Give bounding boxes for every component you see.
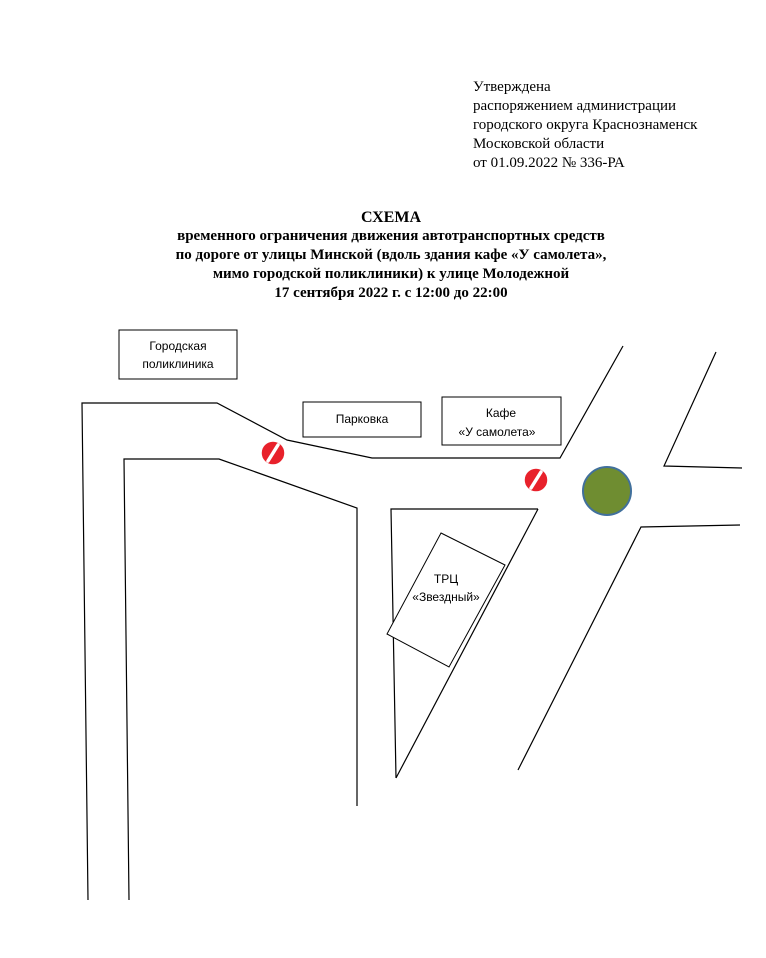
approval-line: городского округа Краснознаменск — [473, 117, 698, 133]
clinic-rect — [119, 330, 237, 379]
cafe-box — [442, 397, 561, 445]
scheme-subtitle-line: временного ограничения движения автотранспортных средств — [177, 228, 605, 244]
parking-box — [303, 402, 421, 437]
approval-date-line: от 01.09.2022 № 336-РА — [473, 155, 625, 171]
scheme-subtitle-line: мимо городской поликлиники) к улице Молодежной — [212, 266, 570, 282]
road-edge-east-upper — [664, 352, 742, 468]
approval-line: распоряжением администрации — [473, 98, 677, 114]
mall-label: ТРЦ — [433, 572, 459, 586]
approval-line: Московской области — [473, 136, 605, 152]
no-entry-sign-icon — [524, 468, 548, 492]
scheme-subtitle-line: по дороге от улицы Минской (вдоль здания кафе «У самолета», — [175, 247, 607, 263]
cafe-label: «У самолета» — [458, 425, 536, 439]
road-edge-inner-west — [124, 459, 357, 900]
no-entry-sign-icon — [261, 441, 285, 465]
parking-label: Парковка — [335, 412, 389, 426]
roundabout-icon — [583, 467, 631, 515]
clinic-label: Городская — [149, 339, 207, 353]
scheme-title: СХЕМА — [360, 209, 422, 226]
approval-line: Утверждена — [473, 79, 551, 95]
clinic-box — [119, 330, 237, 379]
clinic-label: поликлиника — [142, 357, 214, 371]
cafe-label: Кафе — [485, 406, 517, 420]
scheme-date-line: 17 сентября 2022 г. с 12:00 до 22:00 — [274, 285, 508, 301]
mall-label: «Звездный» — [412, 590, 480, 604]
road-edge-east-lower — [518, 525, 740, 770]
mall-box — [387, 533, 505, 667]
